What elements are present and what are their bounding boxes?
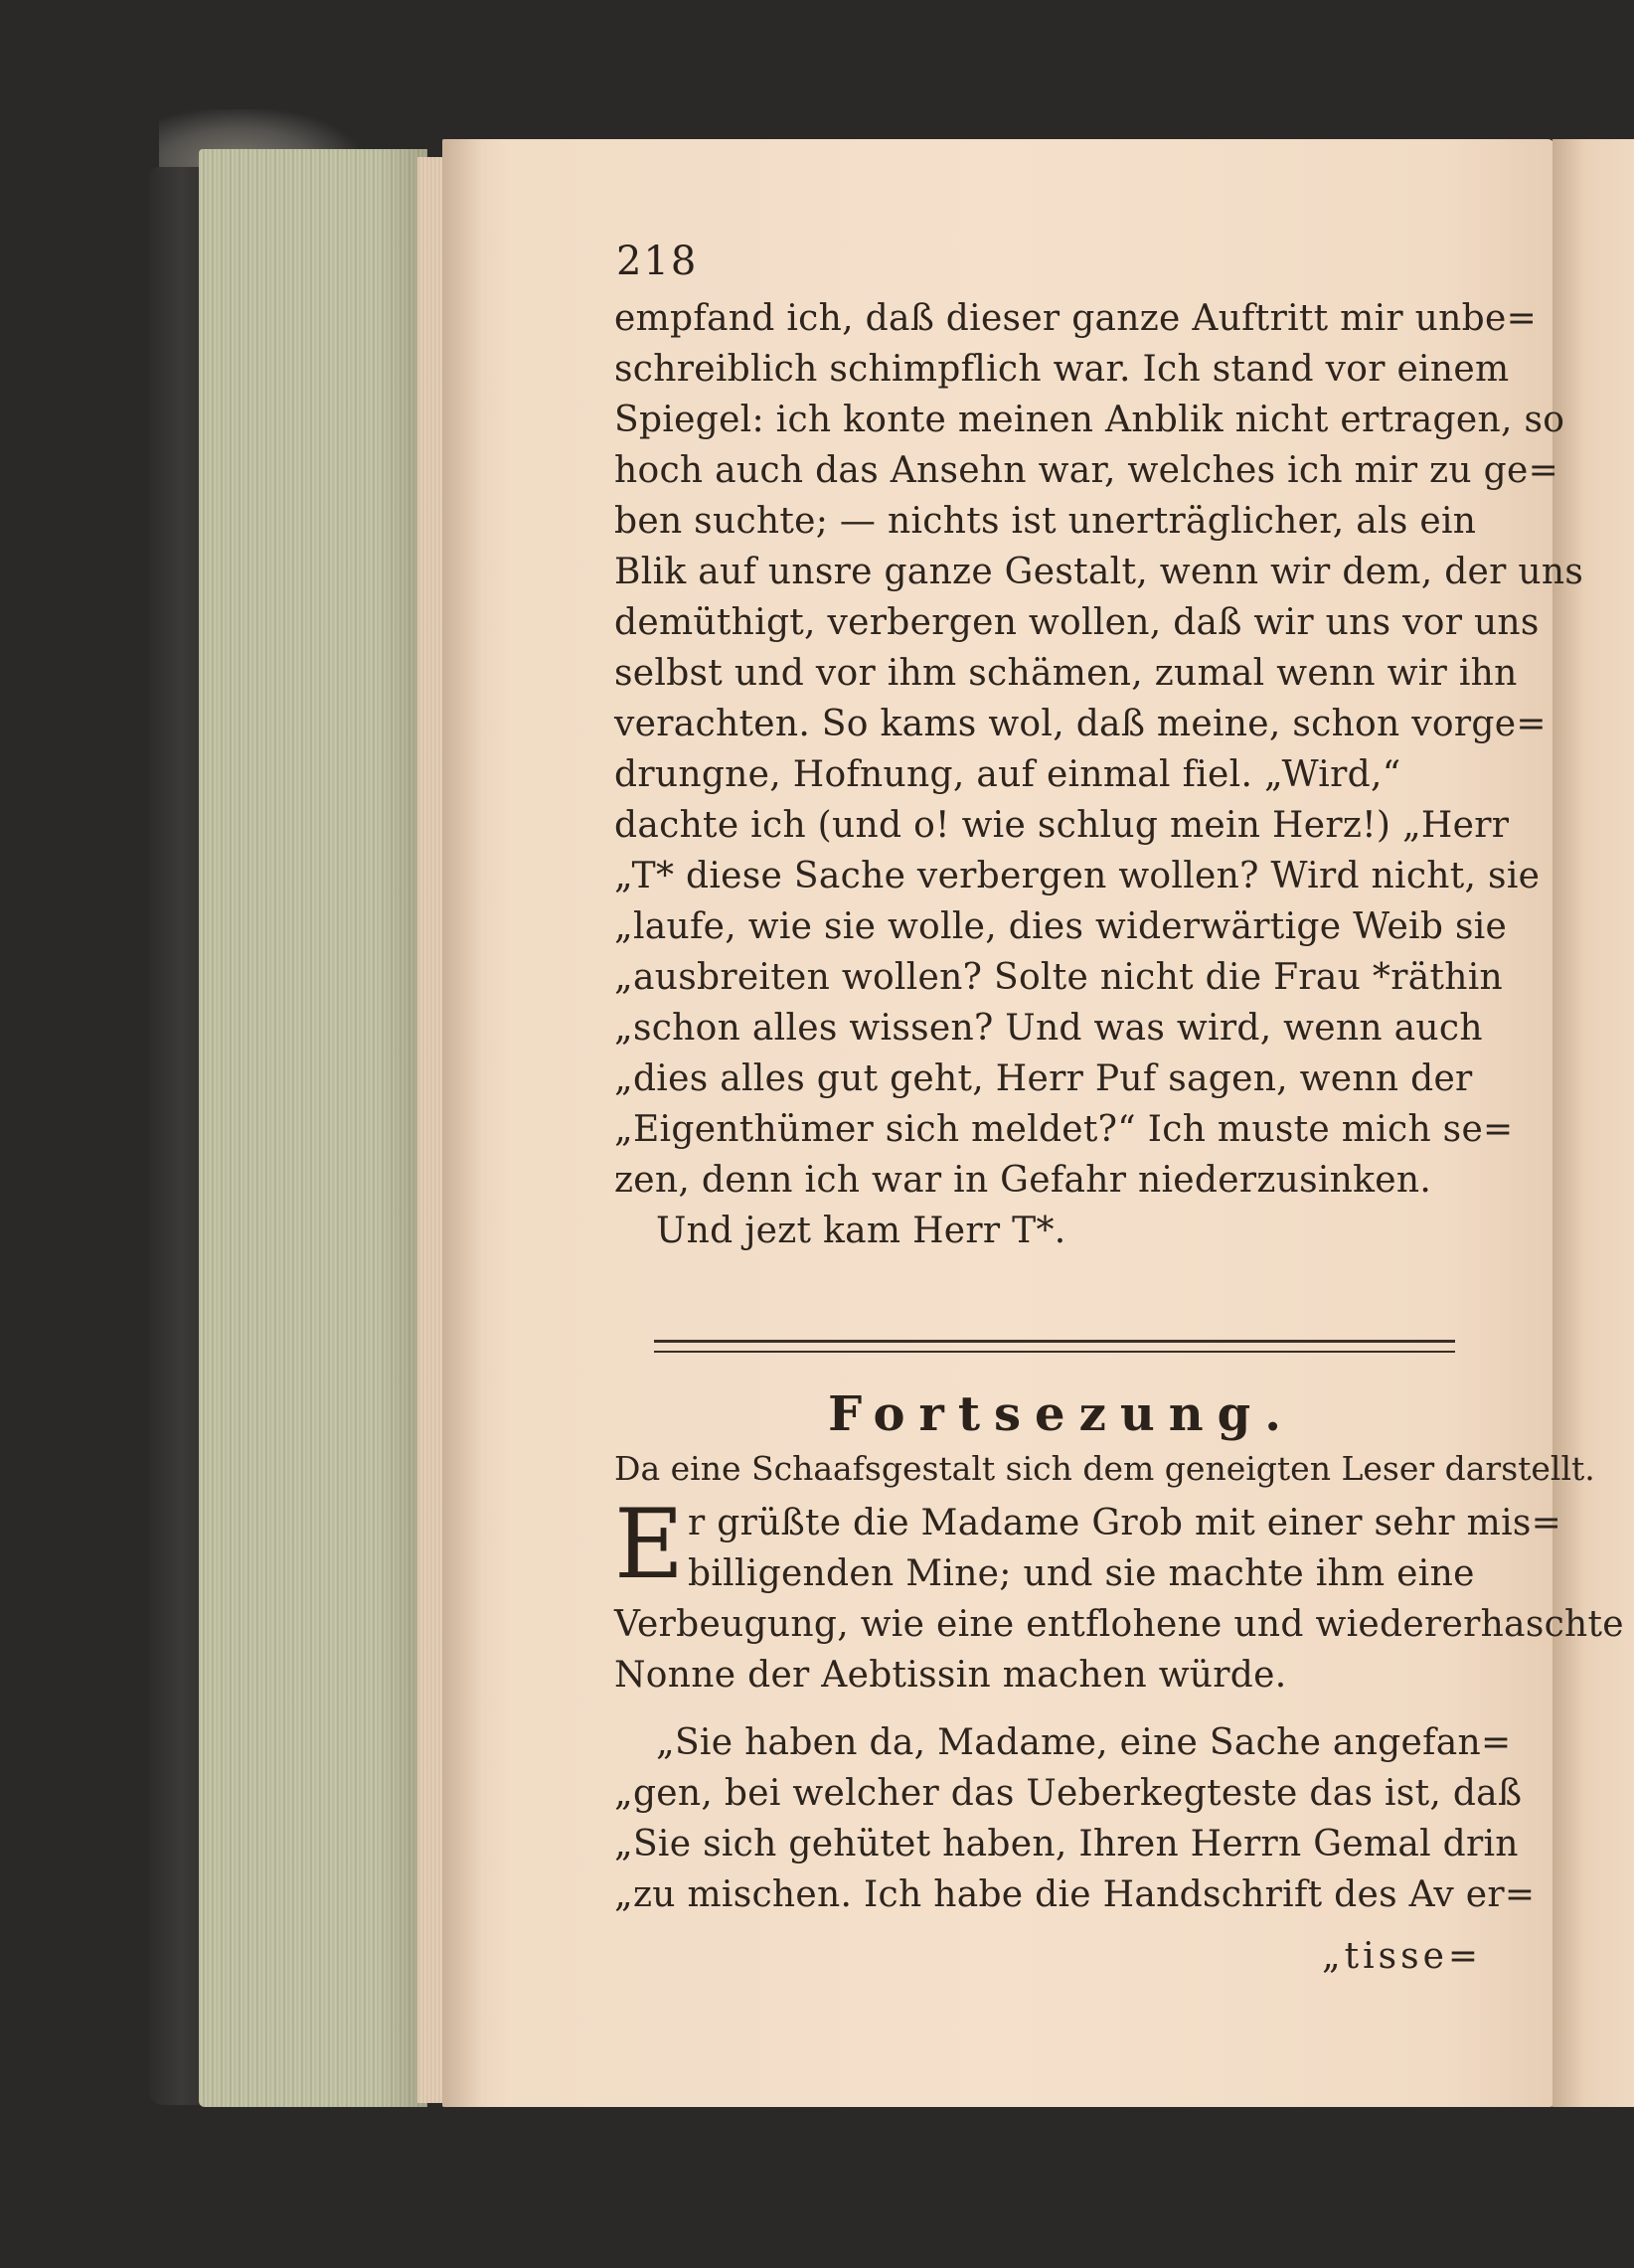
text-line: billigenden Mine; und sie machte ihm eine	[688, 1553, 1475, 1594]
text-line: „zu mischen. Ich habe die Handschrift des Av er=	[614, 1874, 1536, 1915]
text-line: demüthigt, verbergen wollen, daß wir uns vor uns	[614, 602, 1540, 643]
facing-page-edge	[1552, 139, 1634, 2107]
text-line: „dies alles gut geht, Herr Puf sagen, wenn der	[614, 1058, 1473, 1099]
page-gutter-shadow	[442, 139, 482, 2107]
text-line: empfand ich, daß dieser ganze Auftritt mir unbe=	[614, 298, 1538, 339]
text-line: „T* diese Sache verbergen wollen? Wird nicht, sie	[614, 856, 1541, 896]
text-line: r grüßte die Madame Grob mit einer sehr mis=	[688, 1503, 1562, 1543]
text-line: zen, denn ich war in Gefahr niederzusinken.	[614, 1160, 1432, 1201]
text-line: „Sie sich gehütet haben, Ihren Herrn Gemal drin	[614, 1824, 1519, 1864]
text-line: Verbeugung, wie eine entflohene und wiedererhaschte	[614, 1604, 1624, 1645]
text-line: hoch auch das Ansehn war, welches ich mir zu ge=	[614, 450, 1559, 491]
text-line: Und jezt kam Herr T*.	[656, 1211, 1066, 1251]
text-line: ben suchte; — nichts ist unerträglicher, als ein	[614, 501, 1477, 542]
text-line: „laufe, wie sie wolle, dies widerwärtige Weib sie	[614, 906, 1508, 947]
section-divider-rule	[654, 1340, 1455, 1353]
text-line: Spiegel: ich konte meinen Anblik nicht ertragen, so	[614, 400, 1565, 440]
section-heading: Fortsezung.	[828, 1386, 1295, 1442]
text-line: „schon alles wissen? Und was wird, wenn auch	[614, 1008, 1483, 1049]
section-subheading: Da eine Schaafsgestalt sich dem geneigten Leser darstellt.	[614, 1449, 1595, 1488]
catchword: „tisse=	[1322, 1936, 1483, 1977]
drop-cap: E	[614, 1489, 685, 1600]
page-number: 218	[616, 239, 699, 284]
text-line: Nonne der Aebtissin machen würde.	[614, 1655, 1287, 1696]
text-line: drungne, Hofnung, auf einmal fiel. „Wird,“	[614, 754, 1401, 795]
text-line: Blik auf unsre ganze Gestalt, wenn wir dem, der uns	[614, 552, 1584, 592]
text-line: „Eigenthümer sich meldet?“ Ich muste mich se=	[614, 1109, 1514, 1150]
text-line: verachten. So kams wol, daß meine, schon vorge=	[614, 704, 1547, 744]
text-line: selbst und vor ihm schämen, zumal wenn wir ihn	[614, 653, 1518, 694]
text-line: „ausbreiten wollen? Solte nicht die Frau *räthin	[614, 957, 1504, 998]
text-line: „gen, bei welcher das Ueberkegteste das ist, daß	[614, 1773, 1523, 1814]
text-line: dachte ich (und o! wie schlug mein Herz!) „Herr	[614, 805, 1510, 846]
text-line: schreiblich schimpflich war. Ich stand vor einem	[614, 349, 1510, 390]
text-line: „Sie haben da, Madame, eine Sache angefan=	[656, 1722, 1512, 1763]
